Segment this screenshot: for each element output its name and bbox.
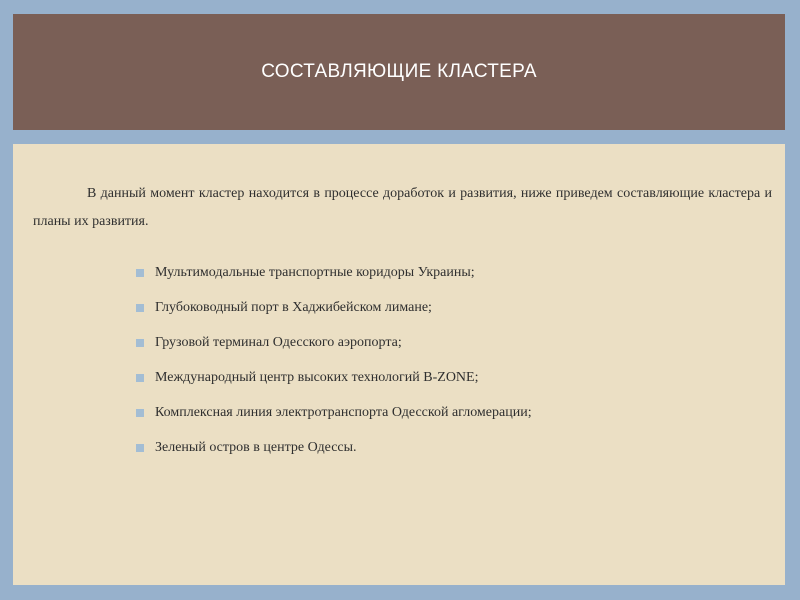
list-item-text: Международный центр высоких технологий B-ZONE; xyxy=(155,370,479,385)
list-item xyxy=(136,334,772,352)
title-bar xyxy=(13,14,785,130)
list-item-text: Зеленый остров в центре Одессы. xyxy=(155,440,357,455)
list-item xyxy=(136,264,772,282)
square-bullet-icon xyxy=(136,304,144,312)
square-bullet-icon xyxy=(136,444,144,452)
square-bullet-icon xyxy=(136,269,144,277)
square-bullet-icon xyxy=(136,339,144,347)
bullet-list xyxy=(33,264,772,457)
list-item xyxy=(136,299,772,317)
list-item xyxy=(136,404,772,422)
list-item-text: Глубоководный порт в Хаджибейском лимане; xyxy=(155,300,432,315)
intro-paragraph: В данный момент кластер находится в процессе доработок и развития, ниже приведем составляющие кластера и планы их развития. xyxy=(33,186,772,229)
content-panel xyxy=(13,144,785,585)
list-item xyxy=(136,439,772,457)
list-item-text: Комплексная линия электротранспорта Одесской агломерации; xyxy=(155,405,532,420)
slide-title: СОСТАВЛЯЮЩИЕ КЛАСТЕРА xyxy=(261,61,537,82)
square-bullet-icon xyxy=(136,409,144,417)
list-item-text: Грузовой терминал Одесского аэропорта; xyxy=(155,335,402,350)
list-item xyxy=(136,369,772,387)
list-item-text: Мультимодальные транспортные коридоры Украины; xyxy=(155,265,475,280)
square-bullet-icon xyxy=(136,374,144,382)
